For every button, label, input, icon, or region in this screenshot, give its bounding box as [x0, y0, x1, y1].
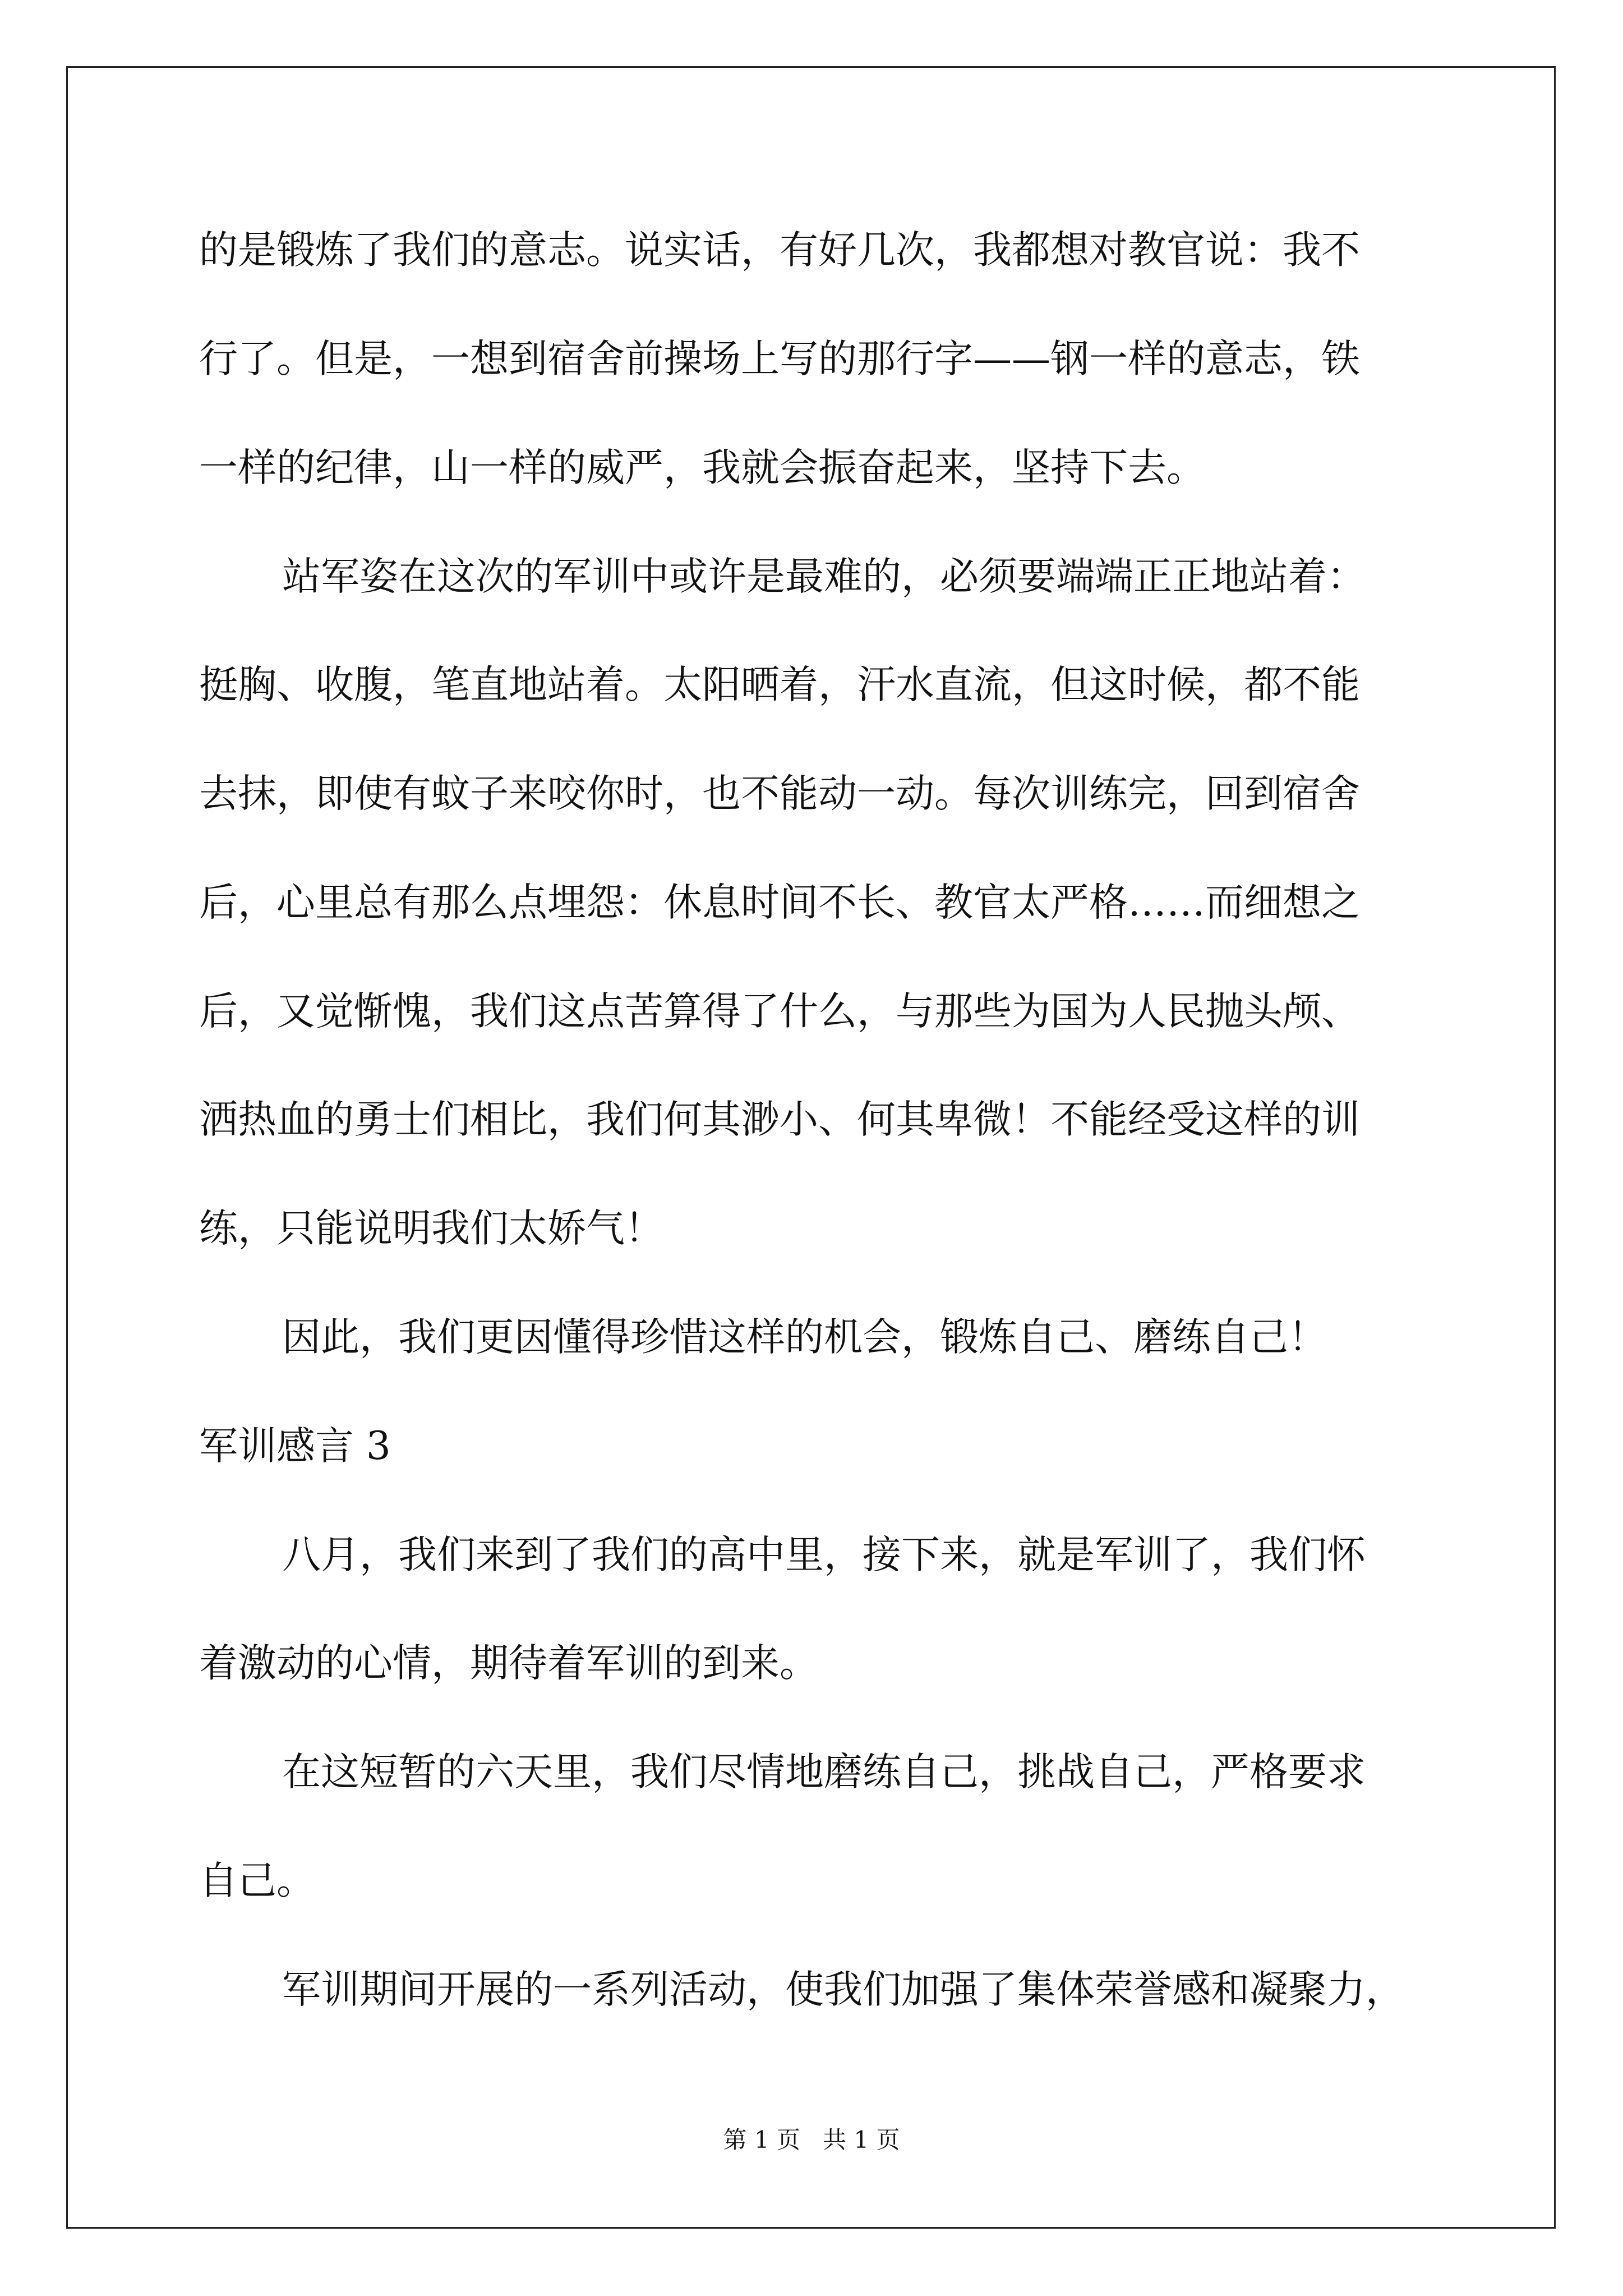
text-line: 后，心里总有那么点埋怨：休息时间不长、教官太严格……而细想之: [199, 880, 1360, 925]
text-line-indent: 站军姿在这次的军训中或许是最难的，必须要端端正正地站着：: [282, 554, 1366, 599]
text-line: 的是锻炼了我们的意志。说实话，有好几次，我都想对教官说：我不: [199, 228, 1360, 273]
section-heading: 军训感言 3: [199, 1424, 391, 1469]
text-line: 练，只能说明我们太娇气！: [199, 1206, 663, 1251]
text-line-indent: 军训期间开展的一系列活动，使我们加强了集体荣誉感和凝聚力，: [282, 1967, 1404, 2012]
text-line: 着激动的心情，期待着军训的到来。: [199, 1641, 818, 1686]
page-footer: 第 1 页 共 1 页: [723, 2126, 900, 2154]
text-line: 去抹，即使有蚊子来咬你时，也不能动一动。每次训练完，回到宿舍: [199, 771, 1360, 816]
text-line: 行了。但是，一想到宿舍前操场上写的那行字——钢一样的意志，铁: [199, 337, 1360, 381]
text-line: 挺胸、收腹，笔直地站着。太阳晒着，汗水直流，但这时候，都不能: [199, 662, 1360, 707]
text-line: 一样的纪律，山一样的威严，我就会振奋起来，坚持下去。: [199, 445, 1205, 490]
text-line-indent: 在这短暂的六天里，我们尽情地磨练自己，挑战自己，严格要求: [282, 1750, 1366, 1795]
text-line-indent: 因此，我们更因懂得珍惜这样的机会，锻炼自己、磨练自己！: [282, 1315, 1327, 1360]
text-line: 自己。: [199, 1858, 315, 1903]
text-line: 后，又觉惭愧，我们这点苦算得了什么，与那些为国为人民抛头颅、: [199, 989, 1360, 1034]
text-line-indent: 八月，我们来到了我们的高中里，接下来，就是军训了，我们怀: [282, 1533, 1366, 1577]
text-line: 洒热血的勇士们相比，我们何其渺小、何其卑微！不能经受这样的训: [199, 1097, 1360, 1142]
